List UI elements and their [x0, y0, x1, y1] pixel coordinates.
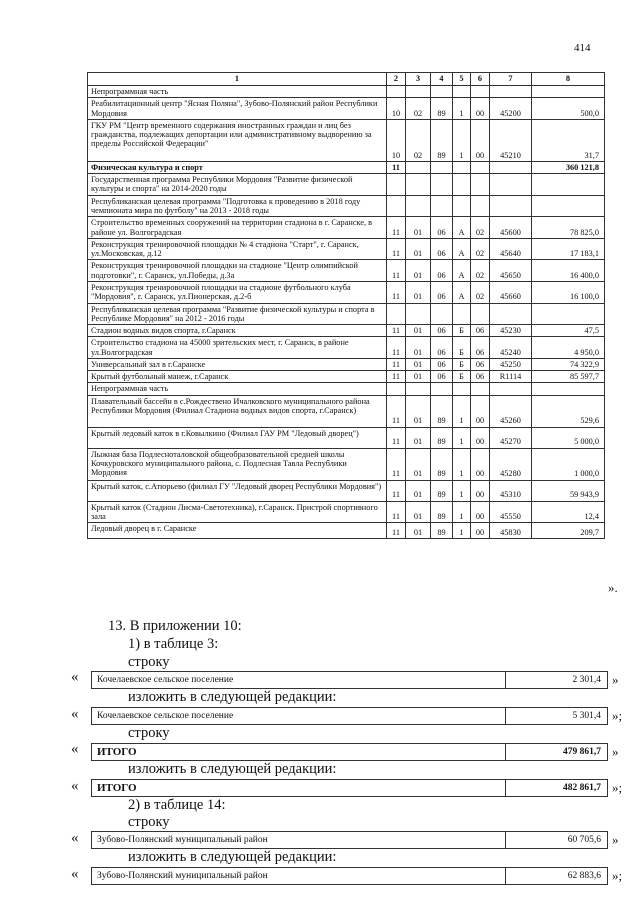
cell-amount	[532, 86, 605, 98]
cell-amount: 4 950,0	[532, 337, 605, 359]
cell-target: 45550	[490, 501, 532, 523]
budget-table	[87, 72, 605, 539]
cell-target: 45270	[490, 427, 532, 448]
row-value: 5 301,4	[572, 711, 601, 721]
cell-name: Плавательный бассейн в с.Рождествено Ичалковского муниципального района Республики Мордовия (Филиал Стадиона водных видов спорта, г.Саранск)	[88, 395, 387, 427]
cell-amount: 59 943,9	[532, 480, 605, 501]
table-header-row	[88, 73, 605, 86]
open-quote: «	[71, 706, 79, 722]
cell-target: 45280	[490, 448, 532, 480]
close-quote: »;	[612, 708, 623, 723]
cell-subsection: 01	[406, 281, 431, 303]
cell-name: Физическая культура и спорт	[88, 161, 387, 173]
cell-target	[490, 195, 532, 217]
cell-subsection: 01	[406, 448, 431, 480]
cell-subsection	[406, 86, 431, 98]
cell-target	[490, 303, 532, 325]
cell-name: Строительство временных сооружений на территории стадиона в г. Саранске, в районе ул. Волгоградская	[88, 217, 387, 239]
cell-amount	[532, 383, 605, 395]
cell-amount: 5 000,0	[532, 427, 605, 448]
cell-target: R1114	[490, 371, 532, 383]
table-closing-quote: ».	[608, 580, 618, 595]
cell-section: 11	[387, 325, 406, 337]
cell-program: 06	[431, 325, 453, 337]
cell-subprogram: А	[453, 217, 471, 239]
cell-program: 06	[431, 281, 453, 303]
cell-subsection: 01	[406, 501, 431, 523]
close-quote: »	[612, 744, 619, 759]
table-row	[88, 281, 605, 303]
table-row	[88, 395, 605, 427]
cell-name: Строительство стадиона на 45000 зрительских мест, г. Саранск, в районе ул.Волгоградская	[88, 337, 387, 359]
cell-program: 06	[431, 238, 453, 260]
cell-section: 11	[387, 161, 406, 173]
cell-section	[387, 195, 406, 217]
cell-direction: 02	[471, 238, 490, 260]
cell-program: 06	[431, 358, 453, 370]
subitem-1: 1) в таблице 3:	[128, 636, 219, 652]
cell-subsection: 01	[406, 217, 431, 239]
cell-direction: 02	[471, 260, 490, 282]
cell-name: Государственная программа Республики Мордовия "Развитие физической культуры и спорта" на 2014-2020 годы	[88, 174, 387, 196]
cell-subsection: 01	[406, 427, 431, 448]
cell-program: 89	[431, 523, 453, 539]
close-quote: »;	[612, 868, 623, 883]
table-row	[88, 383, 605, 395]
cell-subprogram: А	[453, 238, 471, 260]
row-zubovo-polyansky-old	[91, 831, 608, 849]
cell-direction: 02	[471, 281, 490, 303]
cell-subprogram: Б	[453, 337, 471, 359]
cell-amount: 17 183,1	[532, 238, 605, 260]
cell-subsection	[406, 161, 431, 173]
cell-name: Стадион водных видов спорта, г.Саранск	[88, 325, 387, 337]
cell-program: 89	[431, 98, 453, 120]
cell-program: 89	[431, 395, 453, 427]
cell-subsection: 01	[406, 260, 431, 282]
column-header: 4	[431, 73, 453, 86]
table-row	[88, 174, 605, 196]
cell-subprogram	[453, 174, 471, 196]
close-quote: »	[612, 672, 619, 687]
cell-target	[490, 86, 532, 98]
cell-target: 45250	[490, 358, 532, 370]
cell-section: 11	[387, 260, 406, 282]
column-header: 7	[490, 73, 532, 86]
cell-name: Универсальный зал в г.Саранске	[88, 358, 387, 370]
cell-program: 89	[431, 427, 453, 448]
cell-name: Реконструкция тренировочной площадки № 4 стадиона "Старт", г. Саранск, ул.Московская, д.12	[88, 238, 387, 260]
cell-amount: 500,0	[532, 98, 605, 120]
open-quote: «	[71, 778, 79, 794]
cell-subsection: 01	[406, 337, 431, 359]
cell-subprogram: 1	[453, 523, 471, 539]
cell-name: Республиканская целевая программа "Подготовка к проведению в 2018 году чемпионата мира по футболу" на 2013 - 2018 годы	[88, 195, 387, 217]
cell-section: 11	[387, 427, 406, 448]
cell-target: 45260	[490, 395, 532, 427]
cell-program: 06	[431, 217, 453, 239]
cell-program: 06	[431, 371, 453, 383]
cell-section: 11	[387, 358, 406, 370]
table-row	[88, 119, 605, 161]
izlozhit-label-3: изложить в следующей редакции:	[128, 849, 337, 865]
cell-section	[387, 174, 406, 196]
cell-direction: 06	[471, 337, 490, 359]
cell-subprogram	[453, 383, 471, 395]
cell-direction: 00	[471, 501, 490, 523]
cell-target	[490, 161, 532, 173]
open-quote: «	[71, 741, 79, 757]
table-row	[88, 523, 605, 539]
cell-direction	[471, 303, 490, 325]
table-row	[88, 217, 605, 239]
izlozhit-label-1: изложить в следующей редакции:	[128, 689, 337, 705]
cell-direction: 06	[471, 325, 490, 337]
cell-section: 11	[387, 395, 406, 427]
table-row	[88, 501, 605, 523]
cell-program: 06	[431, 337, 453, 359]
cell-subsection	[406, 303, 431, 325]
table-row	[88, 303, 605, 325]
table-row	[88, 238, 605, 260]
cell-direction	[471, 174, 490, 196]
cell-target: 45830	[490, 523, 532, 539]
stroku-label-2: строку	[128, 725, 170, 741]
izlozhit-label-2: изложить в следующей редакции:	[128, 761, 337, 777]
row-value: 60 705,6	[567, 835, 601, 845]
cell-amount: 12,4	[532, 501, 605, 523]
cell-name: ГКУ РМ "Центр временного содержания иностранных граждан и лиц без гражданства, подлежащих депортации или административному выдворению за пределы Российской Федерации"	[88, 119, 387, 161]
cell-amount: 31,7	[532, 119, 605, 161]
cell-direction: 06	[471, 358, 490, 370]
cell-section: 10	[387, 119, 406, 161]
row-label: ИТОГО	[97, 782, 137, 794]
cell-amount	[532, 195, 605, 217]
cell-subsection: 01	[406, 358, 431, 370]
cell-amount: 529,6	[532, 395, 605, 427]
cell-subprogram: 1	[453, 480, 471, 501]
table-row	[88, 480, 605, 501]
row-kochelaevskoe-old	[91, 671, 608, 689]
cell-direction: 02	[471, 217, 490, 239]
cell-direction	[471, 86, 490, 98]
cell-section	[387, 383, 406, 395]
cell-subsection: 01	[406, 371, 431, 383]
cell-amount	[532, 303, 605, 325]
stroku-label-3: строку	[128, 814, 170, 830]
table-row	[88, 448, 605, 480]
row-itogo-old	[91, 743, 608, 761]
cell-target: 45230	[490, 325, 532, 337]
cell-name: Республиканская целевая программа "Развитие физической культуры и спорта в Республике Мордовия" на 2012 - 2016 годы	[88, 303, 387, 325]
cell-amount: 209,7	[532, 523, 605, 539]
cell-name: Лыжная база Подлесноталовской общеобразовательной средней школы Кочкуровского муниципального района, с. Подлесная Тавла Республики Мордовия	[88, 448, 387, 480]
open-quote: «	[71, 669, 79, 685]
cell-name: Непрограммная часть	[88, 383, 387, 395]
cell-section: 11	[387, 501, 406, 523]
open-quote: «	[71, 866, 79, 882]
cell-subprogram: Б	[453, 358, 471, 370]
cell-name: Реконструкция тренировочной площадки на стадионе "Центр олимпийской подготовки", г. Саранск, ул.Победы, д.3а	[88, 260, 387, 282]
row-value: 482 861,7	[563, 783, 601, 793]
cell-section: 11	[387, 448, 406, 480]
cell-direction: 00	[471, 523, 490, 539]
cell-target: 45650	[490, 260, 532, 282]
cell-subsection: 01	[406, 395, 431, 427]
column-header: 5	[453, 73, 471, 86]
cell-name: Крытый футбольный манеж, г.Саранск	[88, 371, 387, 383]
row-itogo-new	[91, 779, 608, 797]
cell-section	[387, 303, 406, 325]
cell-section: 10	[387, 98, 406, 120]
cell-subprogram: 1	[453, 395, 471, 427]
close-quote: »	[612, 832, 619, 847]
cell-section: 11	[387, 480, 406, 501]
cell-target: 45600	[490, 217, 532, 239]
cell-subsection	[406, 174, 431, 196]
cell-program: 89	[431, 448, 453, 480]
cell-subsection: 01	[406, 480, 431, 501]
cell-amount	[532, 174, 605, 196]
cell-name: Крытый каток (Стадион Лисма-Светотехника), г.Саранск. Пристрой спортивного зала	[88, 501, 387, 523]
row-label: Зубово-Полянский муниципальный район	[97, 835, 268, 845]
cell-target: 45210	[490, 119, 532, 161]
column-header: 2	[387, 73, 406, 86]
cell-amount: 16 100,0	[532, 281, 605, 303]
cell-subsection: 02	[406, 119, 431, 161]
table-row	[88, 161, 605, 173]
close-quote: »;	[612, 780, 623, 795]
cell-direction	[471, 161, 490, 173]
cell-subprogram: 1	[453, 427, 471, 448]
cell-name: Крытый ледовый каток в г.Ковылкино (Филиал ГАУ РМ "Ледовый дворец")	[88, 427, 387, 448]
stroku-label-1: строку	[128, 654, 170, 670]
cell-program	[431, 174, 453, 196]
column-header: 1	[88, 73, 387, 86]
item-13-heading: 13. В приложении 10:	[108, 618, 242, 634]
cell-target	[490, 174, 532, 196]
cell-direction: 00	[471, 98, 490, 120]
cell-direction: 00	[471, 480, 490, 501]
cell-program	[431, 303, 453, 325]
cell-subprogram: 1	[453, 448, 471, 480]
cell-subprogram	[453, 86, 471, 98]
cell-direction	[471, 383, 490, 395]
cell-amount: 1 000,0	[532, 448, 605, 480]
cell-target: 45240	[490, 337, 532, 359]
table-row	[88, 371, 605, 383]
cell-direction	[471, 195, 490, 217]
column-header: 3	[406, 73, 431, 86]
cell-target: 45640	[490, 238, 532, 260]
cell-subprogram	[453, 195, 471, 217]
cell-program	[431, 161, 453, 173]
cell-subprogram: Б	[453, 371, 471, 383]
cell-target: 45660	[490, 281, 532, 303]
cell-direction: 06	[471, 371, 490, 383]
table-row	[88, 325, 605, 337]
row-value: 479 861,7	[563, 747, 601, 757]
cell-program	[431, 383, 453, 395]
cell-section: 11	[387, 238, 406, 260]
cell-subprogram: 1	[453, 98, 471, 120]
page-number: 414	[574, 42, 591, 54]
table-row	[88, 358, 605, 370]
cell-subprogram	[453, 303, 471, 325]
subitem-2: 2) в таблице 14:	[128, 797, 226, 813]
cell-subprogram: А	[453, 260, 471, 282]
cell-subsection: 02	[406, 98, 431, 120]
column-header: 6	[471, 73, 490, 86]
cell-section: 11	[387, 371, 406, 383]
cell-name: Реконструкция тренировочной площадки на стадионе футбольного клуба "Мордовия", г. Саранск, ул.Пионерская, д.2-б	[88, 281, 387, 303]
row-value: 2 301,4	[572, 675, 601, 685]
cell-direction: 00	[471, 119, 490, 161]
cell-section: 11	[387, 337, 406, 359]
cell-program: 06	[431, 260, 453, 282]
row-value: 62 883,6	[567, 871, 601, 881]
row-zubovo-polyansky-new	[91, 867, 608, 885]
cell-subprogram: 1	[453, 119, 471, 161]
cell-subsection: 01	[406, 238, 431, 260]
cell-subsection	[406, 195, 431, 217]
column-header: 8	[532, 73, 605, 86]
row-label: Кочелаевское сельское поселение	[97, 711, 234, 721]
cell-subprogram: А	[453, 281, 471, 303]
row-kochelaevskoe-new	[91, 707, 608, 725]
cell-subsection: 01	[406, 523, 431, 539]
cell-program: 89	[431, 119, 453, 161]
table-row	[88, 260, 605, 282]
cell-name: Реабилитационный центр "Ясная Поляна", Зубово-Полянский район Республики Мордовия	[88, 98, 387, 120]
cell-amount: 360 121,8	[532, 161, 605, 173]
cell-target: 45200	[490, 98, 532, 120]
cell-program: 89	[431, 501, 453, 523]
table-row	[88, 427, 605, 448]
cell-section: 11	[387, 281, 406, 303]
cell-direction: 00	[471, 427, 490, 448]
cell-name: Крытый каток, с.Атюрьево (филиал ГУ "Ледовый дворец Республики Мордовия")	[88, 480, 387, 501]
cell-amount: 74 322,9	[532, 358, 605, 370]
cell-section	[387, 86, 406, 98]
row-label: Кочелаевское сельское поселение	[97, 675, 234, 685]
cell-subprogram: Б	[453, 325, 471, 337]
cell-amount: 47,5	[532, 325, 605, 337]
cell-target	[490, 383, 532, 395]
cell-program	[431, 86, 453, 98]
cell-subprogram: 1	[453, 501, 471, 523]
cell-amount: 16 400,0	[532, 260, 605, 282]
cell-name: Ледовый дворец в г. Саранске	[88, 523, 387, 539]
cell-subsection	[406, 383, 431, 395]
cell-amount: 78 825,0	[532, 217, 605, 239]
cell-direction: 00	[471, 395, 490, 427]
open-quote: «	[71, 830, 79, 846]
cell-program: 89	[431, 480, 453, 501]
table-row	[88, 195, 605, 217]
cell-program	[431, 195, 453, 217]
cell-direction: 00	[471, 448, 490, 480]
cell-section: 11	[387, 217, 406, 239]
cell-name: Непрограммная часть	[88, 86, 387, 98]
cell-subprogram	[453, 161, 471, 173]
table-row	[88, 98, 605, 120]
cell-subsection: 01	[406, 325, 431, 337]
table-row	[88, 86, 605, 98]
cell-target: 45310	[490, 480, 532, 501]
row-label: Зубово-Полянский муниципальный район	[97, 871, 268, 881]
cell-amount: 85 597,7	[532, 371, 605, 383]
table-row	[88, 337, 605, 359]
row-label: ИТОГО	[97, 746, 137, 758]
cell-section: 11	[387, 523, 406, 539]
